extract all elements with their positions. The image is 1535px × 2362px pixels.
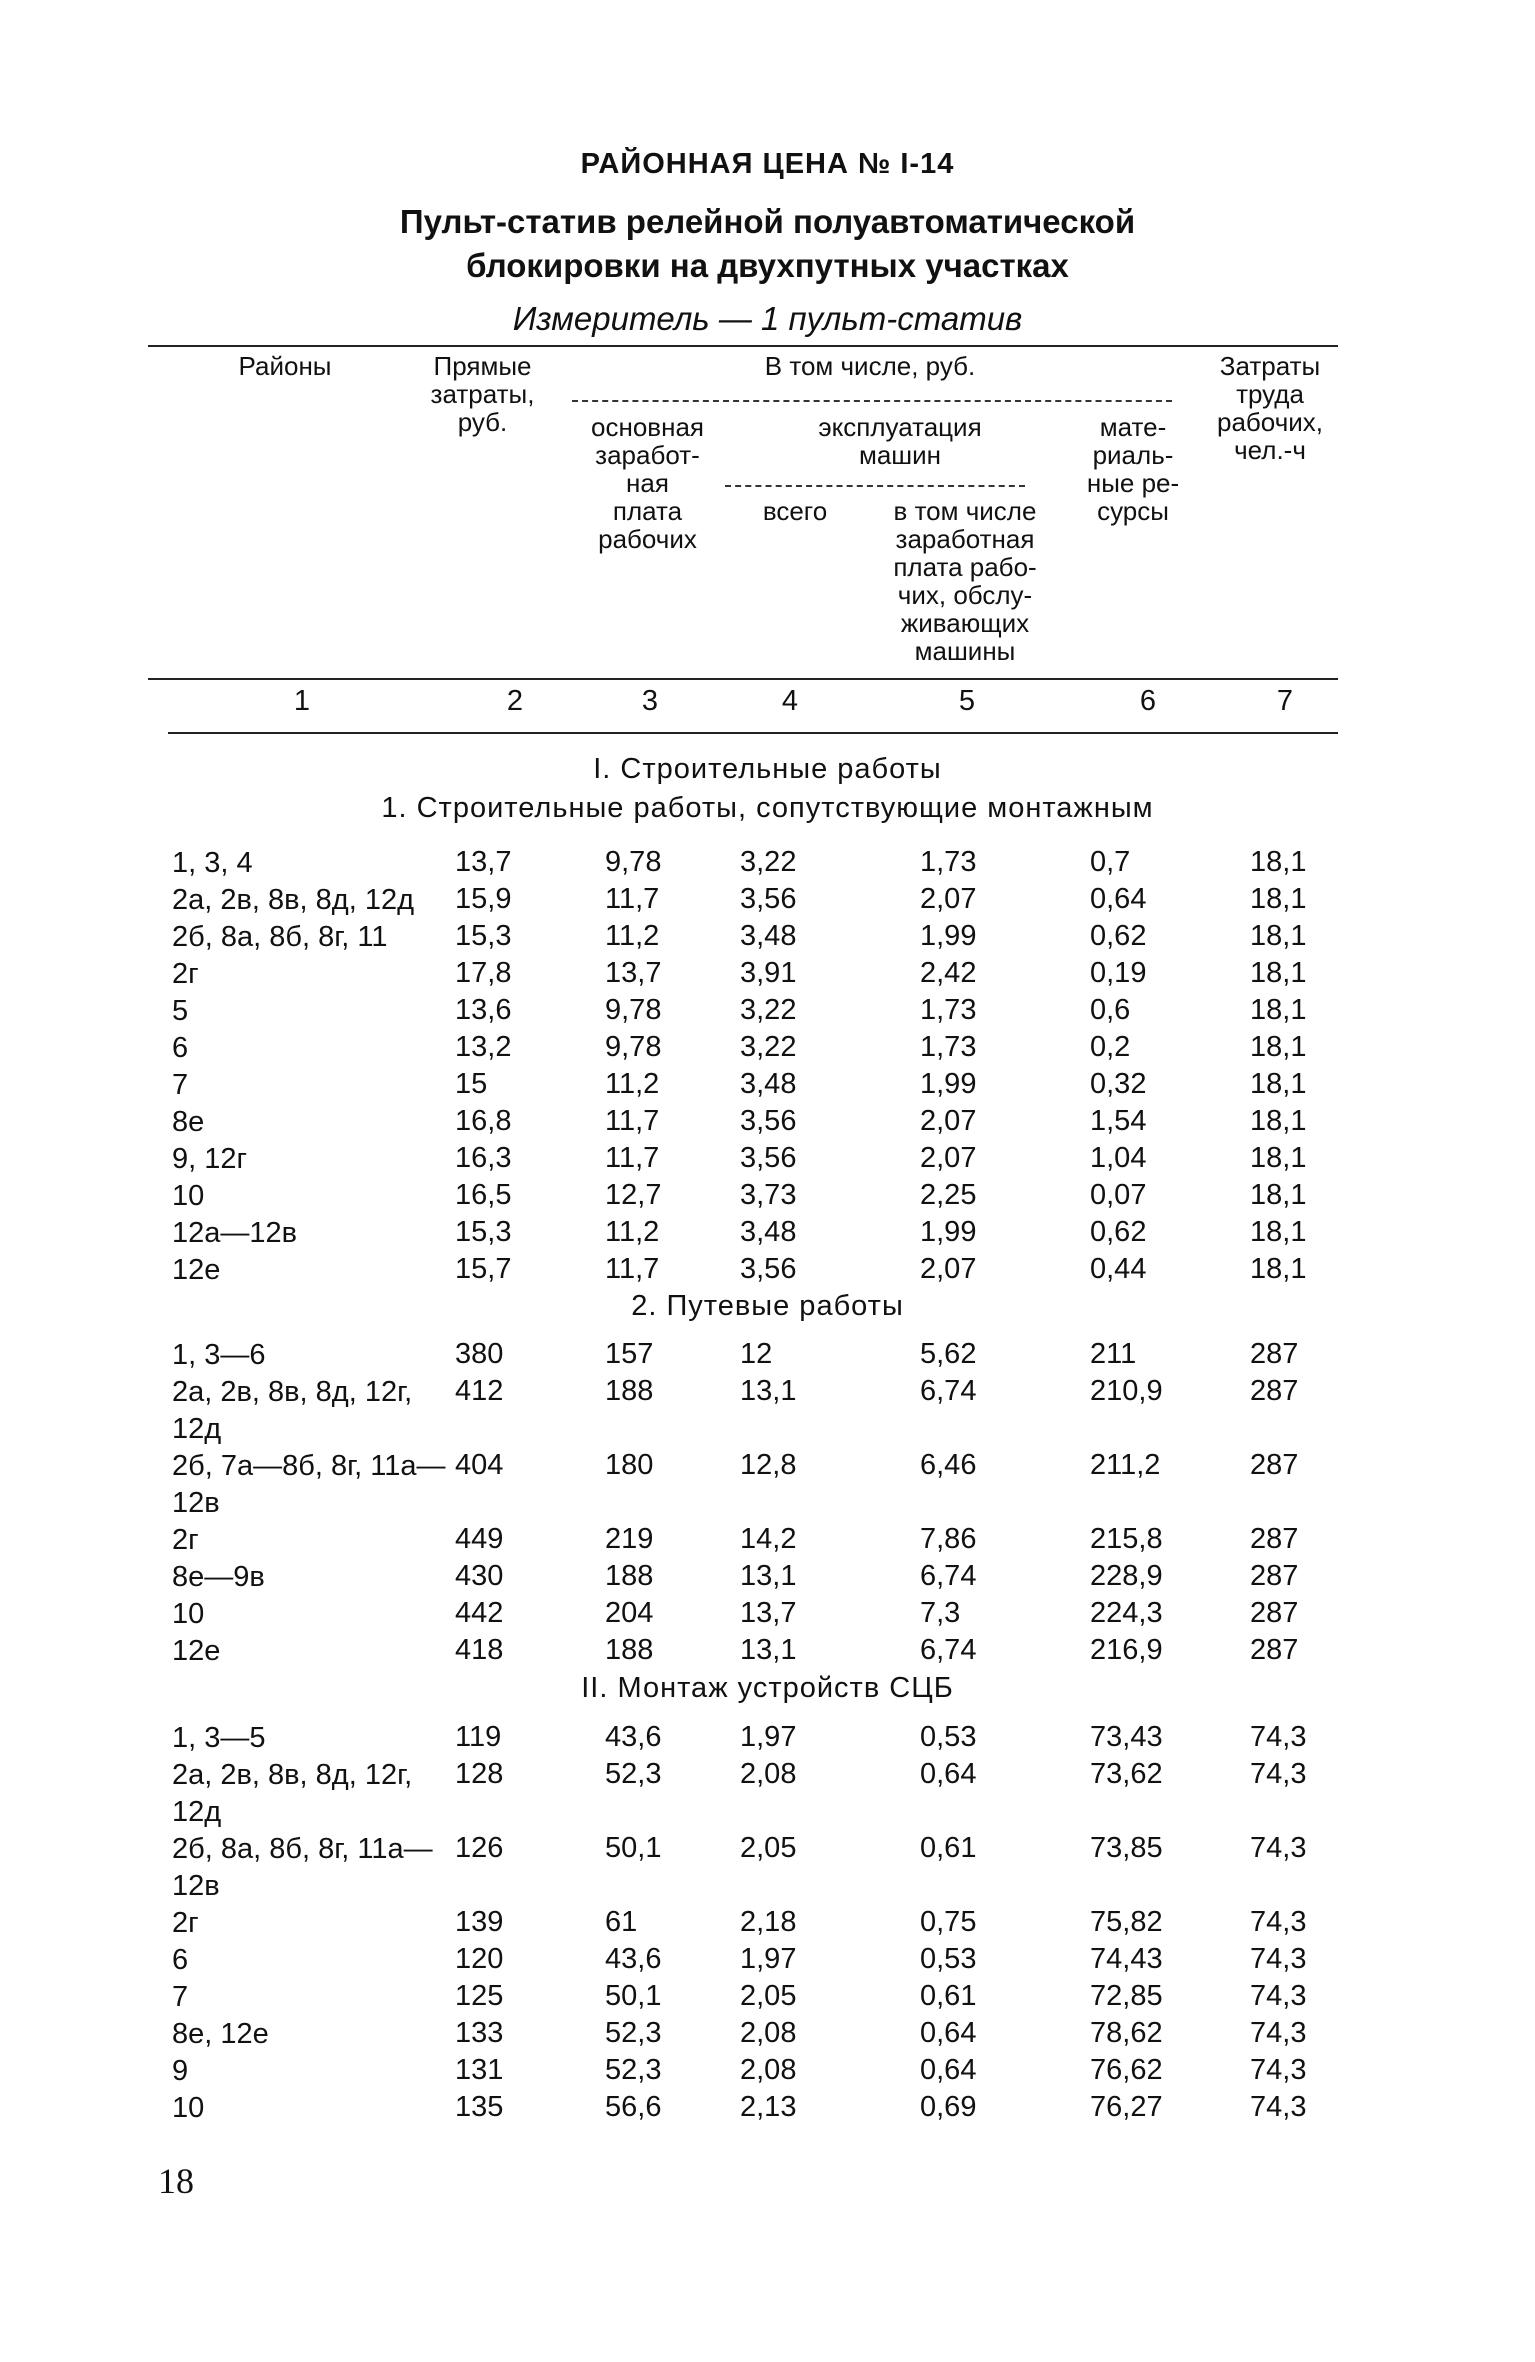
table-top-rule — [148, 345, 1338, 347]
value-cell-col-4: 13,1 — [740, 1634, 797, 1666]
subtitle-line-2: блокировки на двухпутных участках — [466, 247, 1069, 284]
value-cell-col-6: 73,62 — [1090, 1758, 1163, 1790]
district-cell: 2г — [172, 1524, 199, 1556]
header-materials: мате- риаль- ные ре- сурсы — [1086, 412, 1180, 526]
district-cell: 2г — [172, 1907, 199, 1939]
value-cell-col-4: 12 — [740, 1338, 773, 1370]
value-cell-col-4: 13,1 — [740, 1375, 797, 1407]
value-cell-col-6: 211 — [1090, 1338, 1137, 1370]
value-cell-col-7: 74,3 — [1250, 1906, 1307, 1938]
value-cell-col-2: 15,3 — [455, 920, 512, 952]
subtitle-line-1: Пульт-статив релейной полуавтоматической — [399, 203, 1136, 240]
header-including: В том числе, руб. — [764, 351, 976, 381]
value-cell-col-4: 1,97 — [740, 1943, 797, 1975]
value-cell-col-5: 2,07 — [920, 1253, 977, 1285]
header-bottom-rule — [148, 678, 1338, 680]
value-cell-col-7: 18,1 — [1250, 1216, 1307, 1248]
value-cell-col-3: 11,2 — [605, 1068, 660, 1100]
value-cell-col-4: 14,2 — [740, 1523, 797, 1555]
district-cell: 5 — [172, 995, 189, 1027]
district-cell: 9 — [172, 2055, 189, 2087]
value-cell-col-5: 1,99 — [920, 920, 977, 952]
value-cell-col-3: 204 — [605, 1597, 654, 1629]
value-cell-col-5: 2,07 — [920, 883, 977, 915]
value-cell-col-5: 0,64 — [920, 1758, 977, 1790]
value-cell-col-4: 3,73 — [740, 1179, 797, 1211]
value-cell-col-2: 13,2 — [455, 1031, 512, 1063]
value-cell-col-3: 11,7 — [605, 1142, 660, 1174]
value-cell-col-6: 228,9 — [1090, 1560, 1163, 1592]
value-cell-col-7: 287 — [1250, 1597, 1299, 1629]
district-cell: 2б, 8а, 8б, 8г, 11 — [172, 921, 388, 953]
value-cell-col-7: 18,1 — [1250, 1179, 1307, 1211]
section-1-1-title: 1. Строительные работы, сопутствующие монтажным — [381, 792, 1154, 824]
value-cell-col-3: 43,6 — [605, 1721, 662, 1753]
value-cell-col-3: 50,1 — [605, 1832, 662, 1864]
value-cell-col-3: 9,78 — [605, 846, 662, 878]
value-cell-col-5: 0,53 — [920, 1721, 977, 1753]
value-cell-col-4: 3,56 — [740, 1253, 797, 1285]
value-cell-col-5: 5,62 — [920, 1338, 977, 1370]
col-number-1: 1 — [293, 685, 311, 717]
header-direct-costs: Прямые затраты, руб. — [430, 351, 535, 437]
district-cell: 2г — [172, 958, 199, 990]
value-cell-col-5: 0,64 — [920, 2017, 977, 2049]
measure-unit: Измеритель — 1 пульт-статив — [512, 300, 1023, 337]
col-number-6: 6 — [1139, 685, 1157, 717]
value-cell-col-6: 78,62 — [1090, 2017, 1163, 2049]
value-cell-col-3: 13,7 — [605, 957, 662, 989]
value-cell-col-7: 18,1 — [1250, 1253, 1307, 1285]
header-total: всего — [762, 496, 828, 526]
value-cell-col-2: 16,3 — [455, 1142, 512, 1174]
header-dash-including — [572, 400, 1172, 402]
value-cell-col-5: 0,75 — [920, 1906, 977, 1938]
value-cell-col-2: 133 — [455, 2017, 504, 2049]
value-cell-col-6: 0,62 — [1090, 920, 1147, 952]
district-cell: 2а, 2в, 8в, 8д, 12г, 12д — [172, 1759, 413, 1828]
header-base-wage: основная заработ- ная плата рабочих — [591, 412, 704, 554]
district-cell: 2б, 8а, 8б, 8г, 11а—12в — [172, 1833, 433, 1902]
value-cell-col-2: 15,3 — [455, 1216, 512, 1248]
value-cell-col-5: 7,3 — [920, 1597, 961, 1629]
value-cell-col-7: 18,1 — [1250, 846, 1307, 878]
value-cell-col-2: 15,9 — [455, 883, 512, 915]
district-cell: 12е — [172, 1254, 221, 1286]
value-cell-col-2: 16,5 — [455, 1179, 512, 1211]
value-cell-col-5: 6,74 — [920, 1634, 977, 1666]
value-cell-col-7: 287 — [1250, 1375, 1299, 1407]
value-cell-col-7: 74,3 — [1250, 1721, 1307, 1753]
value-cell-col-6: 0,62 — [1090, 1216, 1147, 1248]
district-cell: 6 — [172, 1944, 189, 1976]
value-cell-col-2: 442 — [455, 1597, 504, 1629]
value-cell-col-7: 74,3 — [1250, 2017, 1307, 2049]
value-cell-col-3: 50,1 — [605, 1980, 662, 2012]
value-cell-col-3: 9,78 — [605, 1031, 662, 1063]
value-cell-col-2: 126 — [455, 1832, 504, 1864]
value-cell-col-3: 188 — [605, 1634, 654, 1666]
value-cell-col-6: 210,9 — [1090, 1375, 1163, 1407]
district-cell: 12е — [172, 1635, 221, 1667]
value-cell-col-7: 18,1 — [1250, 957, 1307, 989]
district-cell: 2а, 2в, 8в, 8д, 12д — [172, 884, 415, 916]
value-cell-col-4: 3,56 — [740, 1142, 797, 1174]
value-cell-col-7: 18,1 — [1250, 1105, 1307, 1137]
value-cell-col-6: 0,6 — [1090, 994, 1131, 1026]
value-cell-col-5: 6,46 — [920, 1449, 977, 1481]
value-cell-col-3: 157 — [605, 1338, 654, 1370]
value-cell-col-5: 6,74 — [920, 1375, 977, 1407]
page-number: 18 — [158, 2161, 194, 2201]
document-subtitle — [0, 200, 1535, 288]
value-cell-col-7: 287 — [1250, 1634, 1299, 1666]
district-cell: 2б, 7а—8б, 8г, 11а—12в — [172, 1450, 446, 1519]
value-cell-col-4: 3,91 — [740, 957, 797, 989]
value-cell-col-2: 418 — [455, 1634, 504, 1666]
value-cell-col-7: 287 — [1250, 1449, 1299, 1481]
value-cell-col-6: 216,9 — [1090, 1634, 1163, 1666]
value-cell-col-7: 74,3 — [1250, 1980, 1307, 2012]
section-1-2-title: 2. Путевые работы — [631, 1290, 904, 1322]
value-cell-col-7: 74,3 — [1250, 1832, 1307, 1864]
value-cell-col-2: 139 — [455, 1906, 504, 1938]
value-cell-col-3: 61 — [605, 1906, 638, 1938]
value-cell-col-7: 18,1 — [1250, 994, 1307, 1026]
district-cell: 8е, 12е — [172, 2018, 269, 2050]
value-cell-col-6: 211,2 — [1090, 1449, 1161, 1481]
value-cell-col-6: 76,62 — [1090, 2054, 1163, 2086]
section-1-title: I. Строительные работы — [593, 753, 942, 785]
value-cell-col-2: 430 — [455, 1560, 504, 1592]
value-cell-col-3: 188 — [605, 1560, 654, 1592]
value-cell-col-3: 43,6 — [605, 1943, 662, 1975]
value-cell-col-5: 6,74 — [920, 1560, 977, 1592]
value-cell-col-3: 188 — [605, 1375, 654, 1407]
value-cell-col-4: 3,48 — [740, 1068, 797, 1100]
value-cell-col-5: 2,07 — [920, 1142, 977, 1174]
value-cell-col-6: 0,19 — [1090, 957, 1147, 989]
value-cell-col-7: 18,1 — [1250, 883, 1307, 915]
value-cell-col-2: 449 — [455, 1523, 504, 1555]
value-cell-col-5: 1,73 — [920, 846, 977, 878]
column-numbers-rule — [168, 732, 1338, 734]
value-cell-col-4: 3,22 — [740, 1031, 797, 1063]
value-cell-col-6: 0,2 — [1090, 1031, 1131, 1063]
district-cell: 9, 12г — [172, 1143, 248, 1175]
value-cell-col-2: 128 — [455, 1758, 504, 1790]
value-cell-col-4: 2,18 — [740, 1906, 797, 1938]
value-cell-col-7: 18,1 — [1250, 1142, 1307, 1174]
value-cell-col-7: 287 — [1250, 1560, 1299, 1592]
value-cell-col-6: 0,32 — [1090, 1068, 1147, 1100]
value-cell-col-6: 73,85 — [1090, 1832, 1163, 1864]
value-cell-col-2: 13,7 — [455, 846, 512, 878]
value-cell-col-5: 1,73 — [920, 994, 977, 1026]
value-cell-col-4: 2,05 — [740, 1980, 797, 2012]
col-number-5: 5 — [958, 685, 976, 717]
value-cell-col-5: 1,73 — [920, 1031, 977, 1063]
value-cell-col-4: 2,08 — [740, 2017, 797, 2049]
value-cell-col-6: 72,85 — [1090, 1980, 1163, 2012]
value-cell-col-5: 2,42 — [920, 957, 977, 989]
value-cell-col-2: 380 — [455, 1338, 504, 1370]
value-cell-col-3: 9,78 — [605, 994, 662, 1026]
value-cell-col-2: 135 — [455, 2091, 504, 2123]
value-cell-col-4: 2,13 — [740, 2091, 797, 2123]
value-cell-col-6: 75,82 — [1090, 1906, 1163, 1938]
value-cell-col-6: 215,8 — [1090, 1523, 1163, 1555]
header-machine-operation: эксплуатация машин — [818, 412, 982, 470]
value-cell-col-3: 52,3 — [605, 1758, 662, 1790]
header-dash-machines — [725, 485, 1025, 487]
value-cell-col-2: 16,8 — [455, 1105, 512, 1137]
district-cell: 7 — [172, 1981, 189, 2013]
district-cell: 12а—12в — [172, 1217, 298, 1249]
col-number-4: 4 — [781, 685, 799, 717]
section-2-title: II. Монтаж устройств СЦБ — [581, 1672, 954, 1704]
value-cell-col-4: 13,1 — [740, 1560, 797, 1592]
value-cell-col-7: 18,1 — [1250, 1031, 1307, 1063]
value-cell-col-4: 2,08 — [740, 2054, 797, 2086]
value-cell-col-3: 52,3 — [605, 2017, 662, 2049]
value-cell-col-7: 74,3 — [1250, 2091, 1307, 2123]
value-cell-col-2: 15,7 — [455, 1253, 512, 1285]
value-cell-col-7: 287 — [1250, 1338, 1299, 1370]
value-cell-col-3: 12,7 — [605, 1179, 662, 1211]
value-cell-col-2: 119 — [455, 1721, 502, 1753]
value-cell-col-6: 0,07 — [1090, 1179, 1147, 1211]
value-cell-col-2: 13,6 — [455, 994, 512, 1026]
value-cell-col-6: 1,04 — [1090, 1142, 1147, 1174]
value-cell-col-3: 180 — [605, 1449, 654, 1481]
value-cell-col-7: 74,3 — [1250, 2054, 1307, 2086]
value-cell-col-3: 11,7 — [605, 1105, 660, 1137]
value-cell-col-4: 3,48 — [740, 1216, 797, 1248]
value-cell-col-5: 1,99 — [920, 1068, 977, 1100]
value-cell-col-2: 120 — [455, 1943, 504, 1975]
district-cell: 7 — [172, 1069, 189, 1101]
value-cell-col-7: 74,3 — [1250, 1943, 1307, 1975]
value-cell-col-2: 131 — [455, 2054, 504, 2086]
value-cell-col-4: 3,48 — [740, 920, 797, 952]
value-cell-col-6: 73,43 — [1090, 1721, 1163, 1753]
district-cell: 1, 3—6 — [172, 1339, 266, 1371]
value-cell-col-4: 2,08 — [740, 1758, 797, 1790]
value-cell-col-7: 18,1 — [1250, 920, 1307, 952]
value-cell-col-3: 219 — [605, 1523, 654, 1555]
district-cell: 10 — [172, 1180, 205, 1212]
value-cell-col-4: 3,56 — [740, 1105, 797, 1137]
value-cell-col-6: 1,54 — [1090, 1105, 1147, 1137]
value-cell-col-6: 0,44 — [1090, 1253, 1147, 1285]
value-cell-col-4: 3,22 — [740, 846, 797, 878]
header-labor: Затраты труда рабочих, чел.-ч — [1217, 351, 1323, 465]
district-cell: 10 — [172, 2092, 205, 2124]
value-cell-col-7: 74,3 — [1250, 1758, 1307, 1790]
col-number-2: 2 — [506, 685, 524, 717]
value-cell-col-7: 18,1 — [1250, 1068, 1307, 1100]
value-cell-col-3: 11,2 — [605, 920, 660, 952]
value-cell-col-7: 287 — [1250, 1523, 1299, 1555]
district-cell: 8е — [172, 1106, 205, 1138]
value-cell-col-2: 412 — [455, 1375, 504, 1407]
value-cell-col-4: 12,8 — [740, 1449, 797, 1481]
district-cell: 1, 3, 4 — [172, 847, 253, 879]
header-incl-wage: в том числе заработная плата рабо- чих, обслу- живающих машины — [893, 496, 1037, 666]
value-cell-col-5: 0,61 — [920, 1980, 977, 2012]
district-cell: 6 — [172, 1032, 189, 1064]
value-cell-col-3: 52,3 — [605, 2054, 662, 2086]
district-cell: 1, 3—5 — [172, 1722, 266, 1754]
value-cell-col-2: 404 — [455, 1449, 504, 1481]
value-cell-col-4: 2,05 — [740, 1832, 797, 1864]
value-cell-col-4: 1,97 — [740, 1721, 797, 1753]
value-cell-col-6: 224,3 — [1090, 1597, 1163, 1629]
value-cell-col-5: 0,69 — [920, 2091, 977, 2123]
value-cell-col-3: 56,6 — [605, 2091, 662, 2123]
value-cell-col-2: 17,8 — [455, 957, 512, 989]
value-cell-col-2: 125 — [455, 1980, 504, 2012]
value-cell-col-3: 11,7 — [605, 1253, 660, 1285]
value-cell-col-5: 7,86 — [920, 1523, 977, 1555]
col-number-7: 7 — [1276, 685, 1294, 717]
value-cell-col-6: 0,64 — [1090, 883, 1147, 915]
value-cell-col-4: 3,22 — [740, 994, 797, 1026]
district-cell: 10 — [172, 1598, 205, 1630]
value-cell-col-4: 3,56 — [740, 883, 797, 915]
value-cell-col-6: 0,7 — [1090, 846, 1131, 878]
value-cell-col-3: 11,2 — [605, 1216, 660, 1248]
value-cell-col-4: 13,7 — [740, 1597, 797, 1629]
value-cell-col-2: 15 — [455, 1068, 488, 1100]
district-cell: 8е—9в — [172, 1561, 265, 1593]
value-cell-col-5: 2,07 — [920, 1105, 977, 1137]
value-cell-col-5: 0,61 — [920, 1832, 977, 1864]
value-cell-col-3: 11,7 — [605, 883, 660, 915]
price-title: РАЙОННАЯ ЦЕНА № I-14 — [580, 148, 955, 180]
value-cell-col-6: 76,27 — [1090, 2091, 1163, 2123]
value-cell-col-5: 0,64 — [920, 2054, 977, 2086]
value-cell-col-5: 2,25 — [920, 1179, 977, 1211]
value-cell-col-5: 1,99 — [920, 1216, 977, 1248]
value-cell-col-5: 0,53 — [920, 1943, 977, 1975]
district-cell: 2а, 2в, 8в, 8д, 12г, 12д — [172, 1376, 413, 1445]
value-cell-col-6: 74,43 — [1090, 1943, 1163, 1975]
header-districts: Районы — [238, 351, 332, 381]
col-number-3: 3 — [641, 685, 659, 717]
